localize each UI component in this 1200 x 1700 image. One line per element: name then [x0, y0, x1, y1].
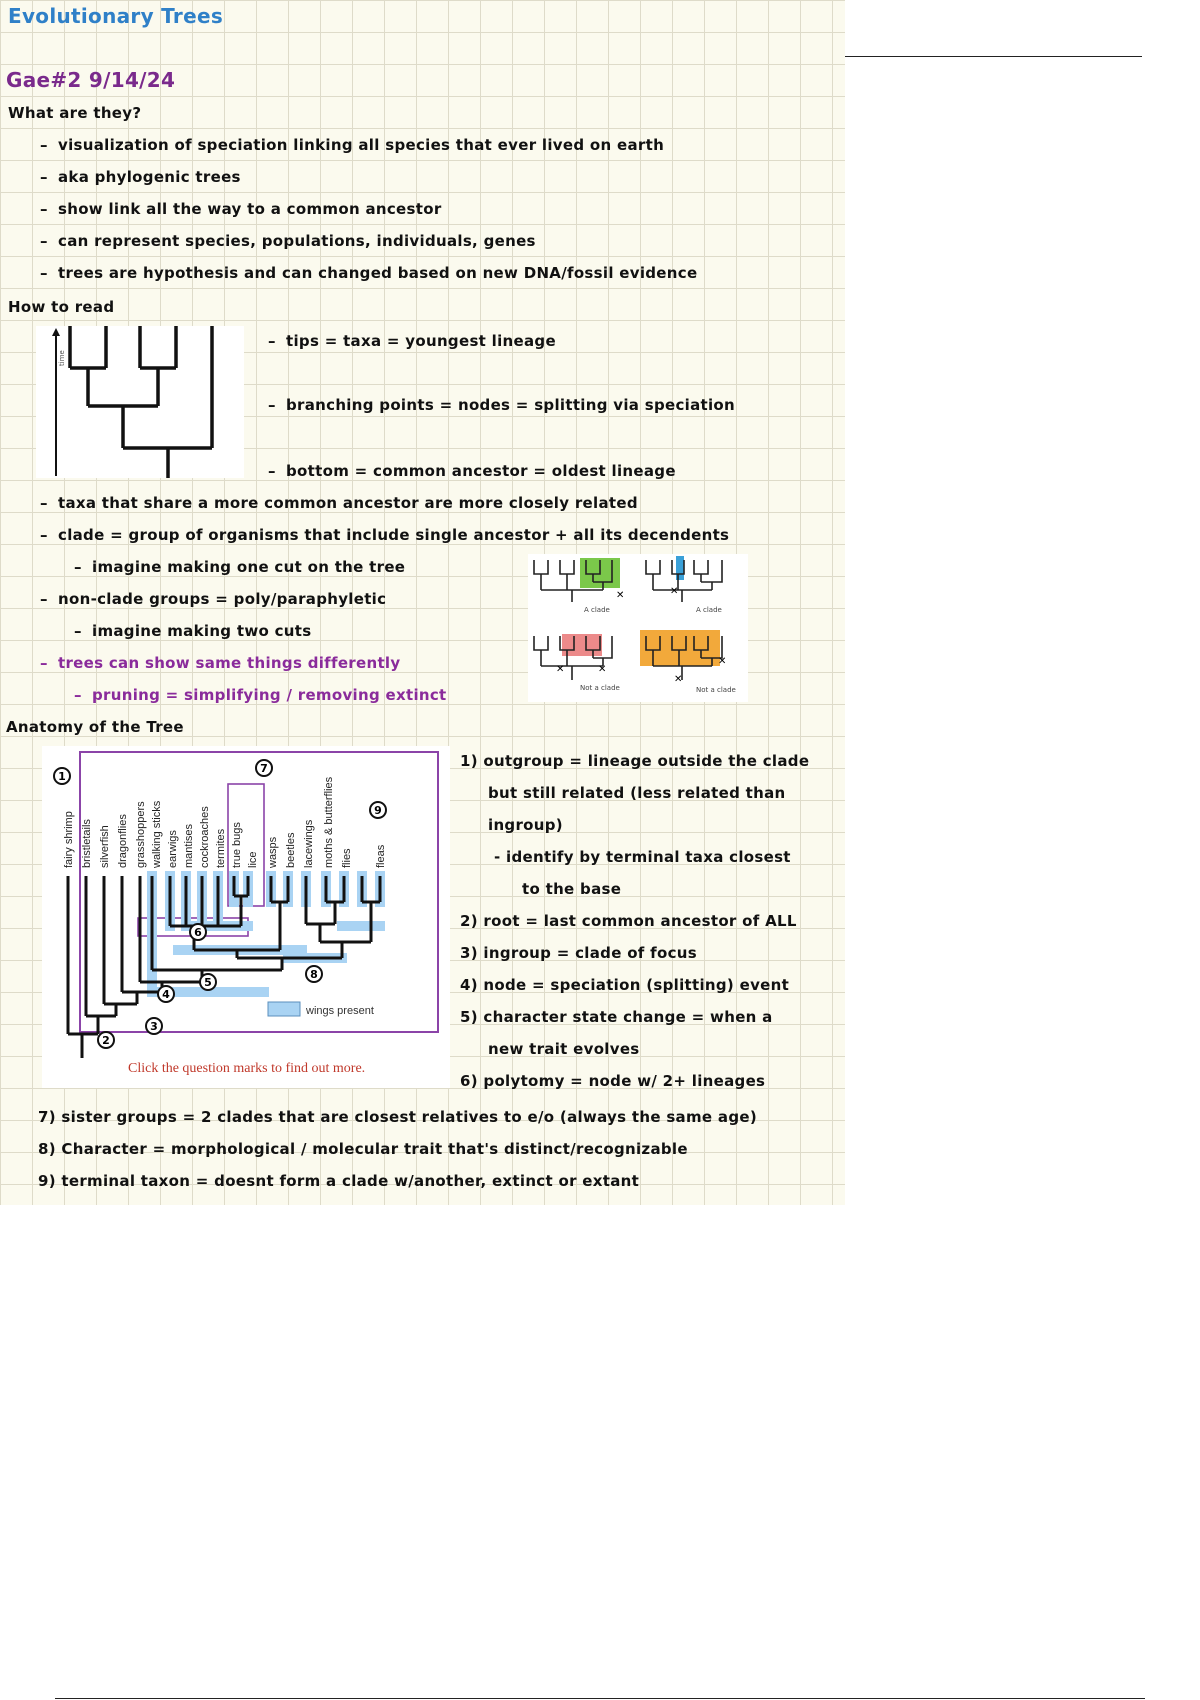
read-bullet-text: taxa that share a more common ancestor are more closely related: [58, 494, 638, 512]
taxon-label: grasshoppers: [135, 801, 147, 868]
definition-line: 2) root = last common ancestor of ALL: [460, 912, 797, 930]
section-heading-what: What are they?: [8, 104, 142, 122]
taxon-label: moths & butterflies: [323, 776, 335, 868]
taxon-label: true bugs: [231, 822, 243, 868]
page-rule-top: [845, 56, 1142, 57]
non-clade-highlight: [562, 634, 602, 656]
taxon-label: beetles: [285, 832, 297, 868]
taxon-label: lice: [247, 851, 259, 868]
marker-number[interactable]: 3: [150, 1020, 158, 1033]
simple-tree-figure: [36, 326, 244, 478]
marker-number[interactable]: 1: [58, 770, 66, 783]
cut-icon: ✕: [674, 674, 683, 685]
tip-note: – bottom = common ancestor = oldest lineage: [268, 462, 676, 480]
marker-number[interactable]: 2: [102, 1034, 110, 1047]
read-bullet-text: imagine making two cuts: [92, 622, 312, 640]
intro-bullet: – can represent species, populations, individuals, genes: [40, 232, 536, 250]
marker-number[interactable]: 8: [310, 968, 318, 981]
read-bullet-text: non-clade groups = poly/paraphyletic: [58, 590, 387, 608]
section-heading-how: How to read: [8, 298, 115, 316]
read-bullet-text: pruning = simplifying / removing extinct: [92, 686, 447, 704]
intro-bullet-text: can represent species, populations, individuals, genes: [58, 232, 536, 250]
definition-line: 6) polytomy = node w/ 2+ lineages: [460, 1072, 766, 1090]
cut-icon: ✕: [556, 664, 565, 675]
clade-label: A clade: [584, 606, 610, 614]
clade-examples-figure: [528, 554, 748, 702]
definition-line: - identify by terminal taxa closest: [494, 848, 791, 866]
figure-caption: Click the question marks to find out more.: [128, 1061, 366, 1076]
read-bullet: – pruning = simplifying / removing extinct: [74, 686, 447, 704]
taxon-label: lacewings: [303, 819, 315, 868]
definition-line: new trait evolves: [488, 1040, 640, 1058]
tip-note-text: branching points = nodes = splitting via speciation: [286, 396, 736, 414]
read-bullet: – clade = group of organisms that include single ancestor + all its decendents: [40, 526, 730, 544]
definition-line: 4) node = speciation (splitting) event: [460, 976, 790, 994]
taxa-labels: [63, 776, 387, 869]
marker-number[interactable]: 9: [374, 804, 382, 817]
definition-line: 8) Character = morphological / molecular trait that's distinct/recognizable: [38, 1140, 688, 1158]
tip-note-text: bottom = common ancestor = oldest lineage: [286, 462, 676, 480]
read-bullet-text: clade = group of organisms that include single ancestor + all its decendents: [58, 526, 730, 544]
taxon-label: cockroaches: [199, 806, 211, 868]
intro-bullet: – trees are hypothesis and can changed based on new DNA/fossil evidence: [40, 264, 698, 282]
section-heading-anatomy: Anatomy of the Tree: [6, 718, 184, 736]
intro-bullet: – show link all the way to a common ancestor: [40, 200, 442, 218]
read-bullet: – trees can show same things differently: [40, 654, 401, 672]
time-axis-label: time: [58, 350, 66, 366]
read-bullet: – imagine making one cut on the tree: [74, 558, 406, 576]
anatomy-tree-figure: [42, 746, 450, 1088]
taxon-label: fairy shrimp: [63, 811, 75, 868]
taxon-label: flies: [341, 848, 353, 868]
clade-label: A clade: [696, 606, 722, 614]
marker-number[interactable]: 7: [260, 762, 268, 775]
tip-note-text: tips = taxa = youngest lineage: [286, 332, 556, 350]
taxon-label: fleas: [375, 844, 387, 868]
marker-number[interactable]: 6: [194, 926, 202, 939]
taxon-label: dragonflies: [117, 814, 129, 868]
taxon-label: walking sticks: [151, 800, 163, 868]
simple-tree-svg: [36, 326, 244, 478]
intro-bullet: – visualization of speciation linking all species that ever lived on earth: [40, 136, 665, 154]
marker-number[interactable]: 5: [204, 976, 212, 989]
tip-note: – tips = taxa = youngest lineage: [268, 332, 556, 350]
taxon-label: bristletails: [81, 819, 93, 868]
wings-legend-swatch: [268, 1002, 300, 1016]
wings-legend-label: wings present: [306, 1005, 374, 1017]
taxon-label: earwigs: [167, 830, 179, 868]
intro-bullet: – aka phylogenic trees: [40, 168, 241, 186]
definition-line: but still related (less related than: [488, 784, 786, 802]
taxon-label: silverfish: [99, 825, 111, 868]
taxon-label: termites: [215, 828, 227, 868]
cut-icon: ✕: [670, 586, 679, 597]
marker-number[interactable]: 4: [162, 988, 170, 1001]
definition-line: 7) sister groups = 2 clades that are closest relatives to e/o (always the same age): [38, 1108, 757, 1126]
intro-bullet-text: aka phylogenic trees: [58, 168, 241, 186]
read-bullet-text: trees can show same things differently: [58, 654, 401, 672]
definition-line: 9) terminal taxon = doesnt form a clade w/another, extinct or extant: [38, 1172, 640, 1190]
taxon-label: mantises: [183, 823, 195, 868]
notes-page: [0, 0, 845, 1205]
cut-icon: ✕: [616, 590, 625, 601]
page-title: Evolutionary Trees: [8, 4, 224, 28]
page-rule-bottom: [55, 1698, 1145, 1699]
clade-label: Not a clade: [696, 686, 736, 694]
clade-label: Not a clade: [580, 684, 620, 692]
lesson-heading: Gae#2 9/14/24: [6, 68, 176, 92]
cut-icon: ✕: [718, 656, 727, 667]
read-bullet: – taxa that share a more common ancestor are more closely related: [40, 494, 638, 512]
clade-examples-svg: [528, 554, 748, 702]
arrowhead-icon: [52, 328, 60, 336]
definition-line: 5) character state change = when a: [460, 1008, 773, 1026]
mini-tree: [646, 560, 722, 602]
intro-bullet-text: show link all the way to a common ancestor: [58, 200, 442, 218]
intro-bullet-text: visualization of speciation linking all species that ever lived on earth: [58, 136, 665, 154]
definition-line: to the base: [522, 880, 622, 898]
definition-line: 1) outgroup = lineage outside the clade: [460, 752, 810, 770]
tree-branches: [70, 326, 212, 478]
read-bullet: – non-clade groups = poly/paraphyletic: [40, 590, 387, 608]
definition-line: ingroup): [488, 816, 563, 834]
anatomy-tree-svg: [42, 746, 450, 1088]
intro-bullet-text: trees are hypothesis and can changed based on new DNA/fossil evidence: [58, 264, 698, 282]
read-bullet: – imagine making two cuts: [74, 622, 312, 640]
read-bullet-text: imagine making one cut on the tree: [92, 558, 406, 576]
cut-icon: ✕: [598, 664, 607, 675]
taxon-label: wasps: [267, 836, 279, 868]
definition-line: 3) ingroup = clade of focus: [460, 944, 697, 962]
tip-note: – branching points = nodes = splitting via speciation: [268, 396, 736, 414]
anatomy-tree-branches: [68, 876, 380, 1058]
